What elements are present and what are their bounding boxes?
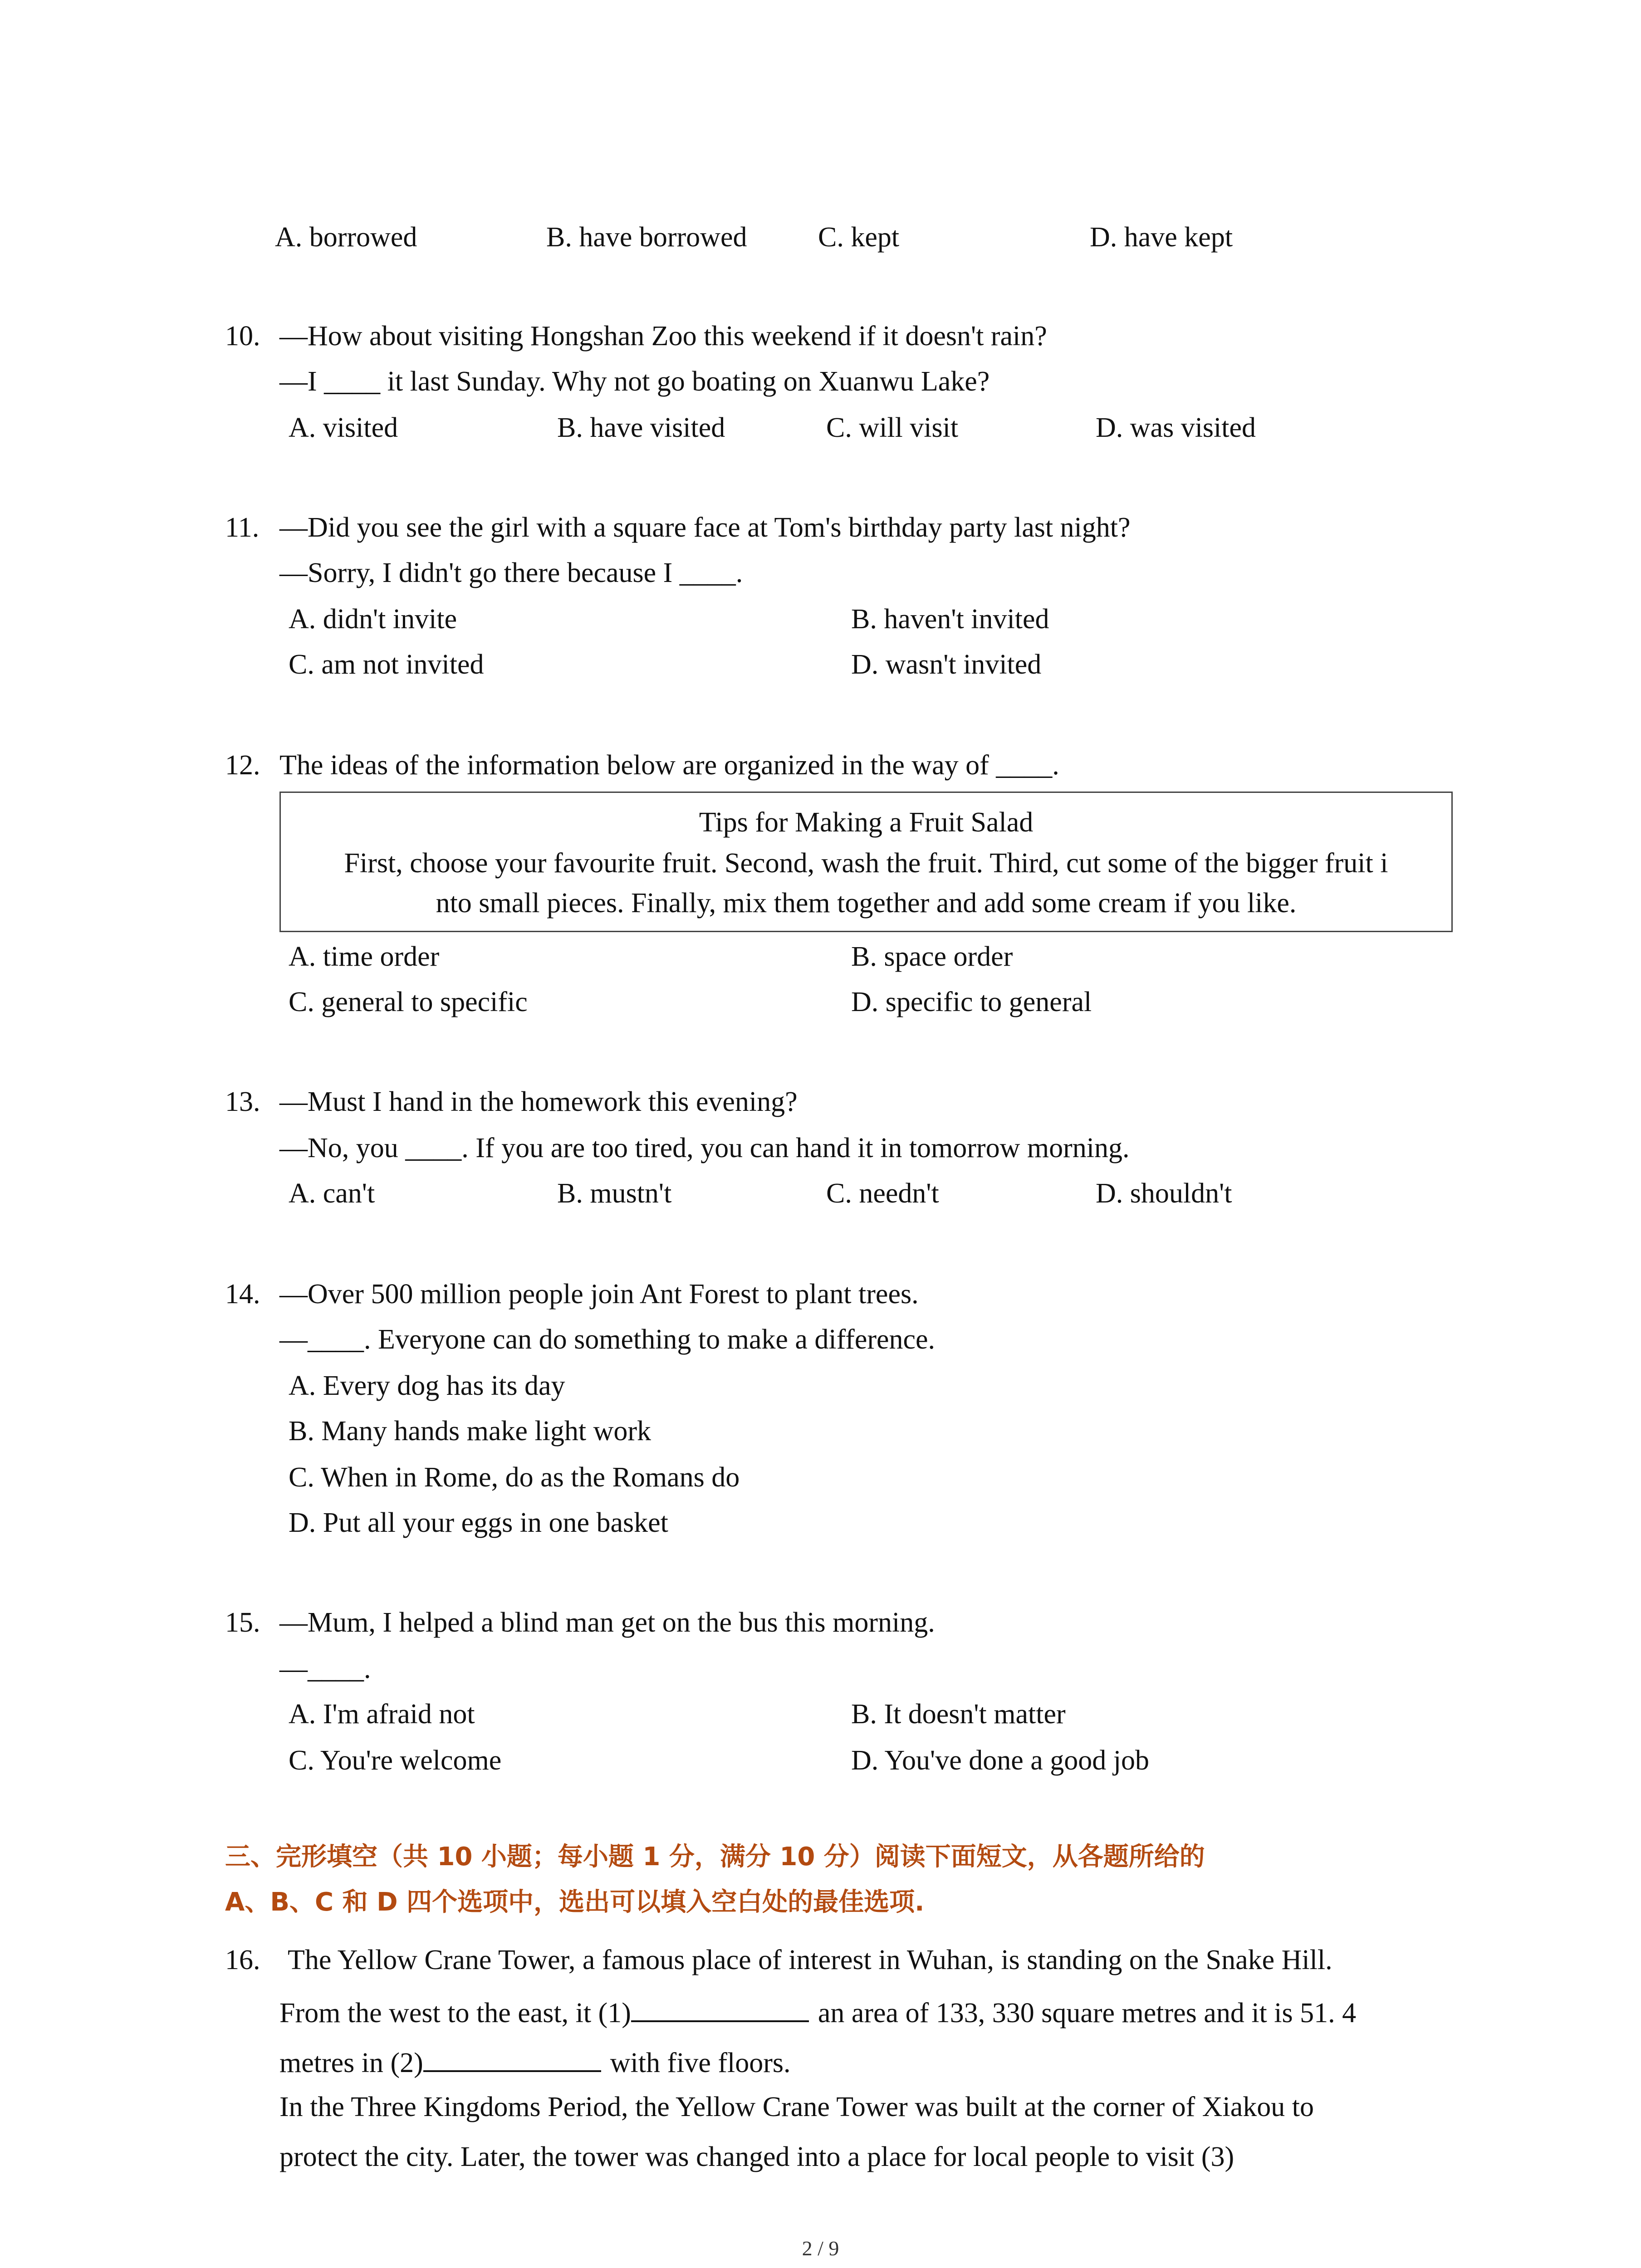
q12-option-c: C. general to specific [289, 987, 528, 1017]
q14-line2: —____. Everyone can do something to make a difference. [279, 1324, 936, 1355]
page-number: 2 / 9 [802, 2237, 839, 2260]
q16-line4: In the Three Kingdoms Period, the Yellow Crane Tower was built at the corner of Xiakou to [279, 2092, 1314, 2122]
q15-option-a: A. I'm afraid not [289, 1699, 475, 1730]
q13-option-c: C. needn't [826, 1178, 939, 1209]
q12-option-a: A. time order [289, 941, 440, 972]
q16-line2-end: an area of 133, 330 square metres and it is 51. 4 [818, 1998, 1357, 2028]
q14-option-d: D. Put all your eggs in one basket [289, 1507, 668, 1538]
q16-line3 [279, 2046, 791, 2077]
q14-number: 14. [225, 1279, 260, 1310]
q9-option-d: D. have kept [1090, 222, 1233, 253]
q13-option-b: B. mustn't [557, 1178, 672, 1209]
q13-number: 13. [225, 1086, 260, 1117]
fruit-salad-tips-box [279, 792, 1453, 932]
q12-option-d: D. specific to general [851, 987, 1092, 1017]
q12-option-b: B. space order [851, 941, 1013, 972]
q10-option-d: D. was visited [1096, 412, 1256, 443]
q16-number: 16. [225, 1945, 260, 1975]
q14-option-c: C. When in Rome, do as the Romans do [289, 1462, 740, 1493]
q14-option-a: A. Every dog has its day [289, 1370, 565, 1401]
q13-line1: —Must I hand in the homework this evening? [279, 1086, 798, 1117]
q15-line1: —Mum, I helped a blind man get on the bus this morning. [279, 1607, 935, 1638]
q10-line2: —I ____ it last Sunday. Why not go boating on Xuanwu Lake? [279, 366, 990, 397]
box-title: Tips for Making a Fruit Salad [699, 807, 1034, 838]
q12-number: 12. [225, 750, 260, 781]
q11-option-d: D. wasn't invited [851, 649, 1042, 680]
blank-1 [631, 1996, 809, 2022]
q13-option-a: A. can't [289, 1178, 375, 1209]
q11-option-c: C. am not invited [289, 649, 484, 680]
q16-line2 [279, 1996, 1356, 2027]
q15-line2: —____. [279, 1653, 371, 1684]
q10-option-a: A. visited [289, 412, 398, 443]
q15-number: 15. [225, 1607, 260, 1638]
q9-option-c: C. kept [818, 222, 900, 253]
q16-line5: protect the city. Later, the tower was changed into a place for local people to visit (3) [279, 2141, 1234, 2172]
q11-number: 11. [225, 512, 260, 543]
q16-line1: The Yellow Crane Tower, a famous place of interest in Wuhan, is standing on the Snake Hill. [288, 1945, 1332, 1975]
q13-option-d: D. shouldn't [1096, 1178, 1232, 1209]
q10-number: 10. [225, 321, 260, 352]
q10-option-c: C. will visit [826, 412, 959, 443]
section3-heading-line1: 三、完形填空（共 10 小题；每小题 1 分，满分 10 分）阅读下面短文，从各题所给的 [225, 1842, 1205, 1872]
q13-line2: —No, you ____. If you are too tired, you can hand it in tomorrow morning. [279, 1133, 1130, 1163]
box-line2: nto small pieces. Finally, mix them together and add some cream if you like. [436, 888, 1297, 919]
q10-line1: —How about visiting Hongshan Zoo this weekend if it doesn't rain? [279, 321, 1047, 352]
q15-option-d: D. You've done a good job [851, 1745, 1149, 1776]
q14-line1: —Over 500 million people join Ant Forest to plant trees. [279, 1279, 919, 1310]
q10-option-b: B. have visited [557, 412, 725, 443]
section3-heading-line2: A、B、C 和 D 四个选项中，选出可以填入空白处的最佳选项. [225, 1887, 925, 1917]
q9-option-b: B. have borrowed [546, 222, 747, 253]
q14-option-b: B. Many hands make light work [289, 1416, 652, 1447]
q16-line3-start: metres in (2) [279, 2048, 423, 2078]
box-line1: First, choose your favourite fruit. Second, wash the fruit. Third, cut some of the bigger fruit i [344, 848, 1388, 879]
q15-option-c: C. You're welcome [289, 1745, 502, 1776]
q16-line2-start: From the west to the east, it (1) [279, 1998, 631, 2028]
blank-2 [423, 2046, 601, 2072]
q11-line1: —Did you see the girl with a square face at Tom's birthday party last night? [279, 512, 1131, 543]
q9-option-a: A. borrowed [275, 222, 417, 253]
q15-option-b: B. It doesn't matter [851, 1699, 1066, 1730]
q11-option-b: B. haven't invited [851, 604, 1049, 635]
q16-line3-end: with five floors. [610, 2048, 791, 2078]
q12-line1: The ideas of the information below are organized in the way of ____. [279, 750, 1059, 781]
q11-line2: —Sorry, I didn't go there because I ____. [279, 557, 743, 588]
q11-option-a: A. didn't invite [289, 604, 457, 635]
